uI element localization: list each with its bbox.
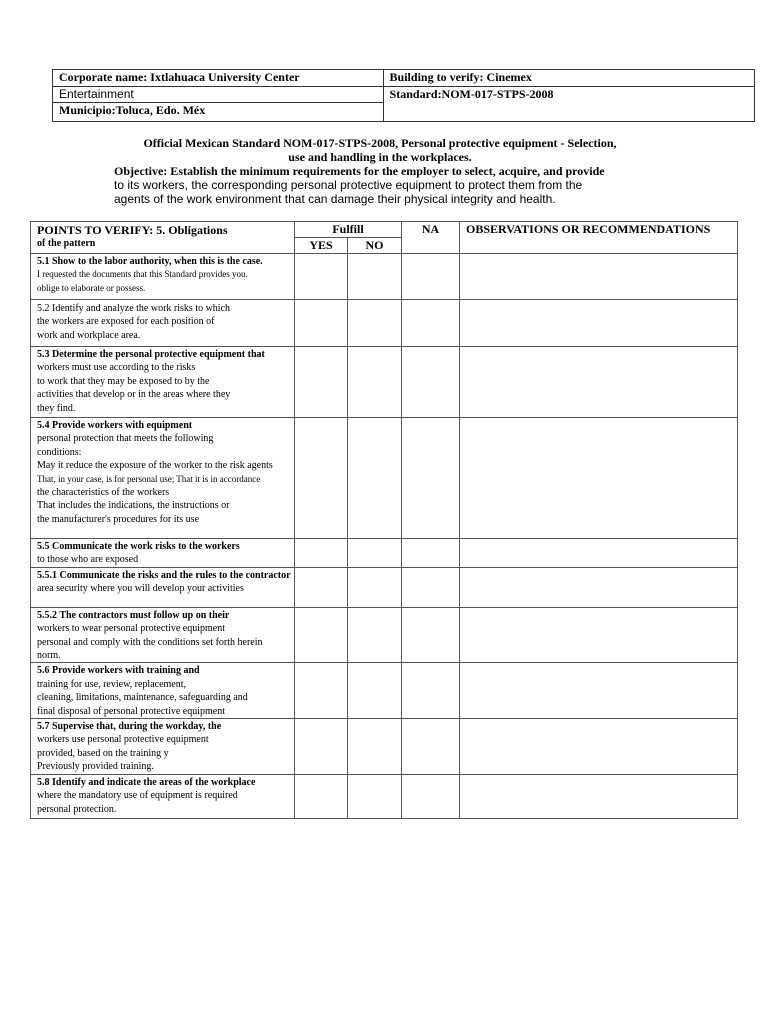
observations-cell[interactable] — [460, 607, 738, 663]
item-5-5 — [31, 539, 295, 568]
item-line: final disposal of personal protective equipment — [37, 705, 226, 717]
na-cell[interactable] — [402, 607, 460, 663]
no-cell[interactable] — [348, 300, 402, 347]
na-cell[interactable] — [402, 567, 460, 607]
table-row — [31, 719, 738, 775]
item-line: activities that develop or in the areas where they — [37, 389, 231, 401]
document-title — [100, 136, 660, 164]
yes-cell[interactable] — [295, 774, 348, 818]
points-header-text: POINTS TO VERIFY: 5. Obligations — [37, 223, 228, 237]
table-row — [31, 418, 738, 539]
item-line: personal protection that meets the following — [37, 433, 214, 445]
yes-cell[interactable] — [295, 254, 348, 300]
item-title: 5.5 Communicate the work risks to the workers — [37, 541, 240, 552]
item-title: 5.5.2 The contractors must follow up on their — [37, 609, 230, 621]
no-cell[interactable] — [348, 774, 402, 818]
item-title: 5.5.1 Communicate the risks and the rules to the contractor — [37, 569, 291, 581]
na-header: NA — [402, 222, 460, 254]
observations-cell[interactable] — [460, 347, 738, 418]
na-cell[interactable] — [402, 719, 460, 775]
na-cell[interactable] — [402, 418, 460, 539]
header-table — [52, 69, 755, 122]
item-5-5-2 — [31, 607, 295, 663]
entertainment-label: Entertainment — [53, 87, 384, 103]
table-row — [31, 347, 738, 418]
table-row — [31, 567, 738, 607]
table-row — [31, 774, 738, 818]
item-line: That includes the indications, the instructions or — [37, 500, 230, 512]
item-line: I requested the documents that this Standard provides you. — [37, 269, 248, 280]
item-5-1 — [31, 254, 295, 300]
no-cell[interactable] — [348, 719, 402, 775]
yes-cell[interactable] — [295, 300, 348, 347]
yes-cell[interactable] — [295, 663, 348, 719]
table-row — [31, 607, 738, 663]
no-header: NO — [348, 238, 402, 254]
observations-cell[interactable] — [460, 663, 738, 719]
item-line: provided, based on the training y — [37, 747, 169, 759]
item-5-7 — [31, 719, 295, 775]
no-cell[interactable] — [348, 567, 402, 607]
table-row — [31, 539, 738, 568]
item-title: 5.6 Provide workers with training and — [37, 665, 200, 677]
item-line: they find. — [37, 402, 76, 414]
item-line: conditions: — [37, 446, 82, 458]
item-line: May it reduce the exposure of the worker to the risk agents — [37, 460, 273, 472]
objective-label: Objective: Establish the minimum requirements for the employer to select, acquire, and provide — [114, 164, 605, 178]
item-5-4 — [31, 418, 295, 539]
item-line: to work that they may be exposed to by the — [37, 375, 210, 387]
yes-cell[interactable] — [295, 607, 348, 663]
item-title: 5.7 Supervise that, during the workday, the — [37, 721, 222, 733]
objective-line-3: agents of the work environment that can damage their physical integrity and health. — [114, 192, 556, 206]
item-line: workers must use according to the risks — [37, 362, 196, 374]
item-5-2 — [31, 300, 295, 347]
points-to-verify-header — [31, 222, 295, 254]
fulfill-header: Fulfill — [295, 222, 402, 238]
na-cell[interactable] — [402, 254, 460, 300]
item-line: the workers are exposed for each position of — [37, 316, 215, 328]
observations-cell[interactable] — [460, 567, 738, 607]
item-line: norm. — [37, 650, 61, 662]
table-row — [31, 254, 738, 300]
table-row — [31, 300, 738, 347]
item-title: 5.1 Show to the labor authority, when this is the case. — [37, 256, 263, 267]
building-to-verify: Building to verify: Cinemex — [383, 70, 754, 87]
na-cell[interactable] — [402, 347, 460, 418]
na-cell[interactable] — [402, 300, 460, 347]
no-cell[interactable] — [348, 539, 402, 568]
item-line: the characteristics of the workers — [37, 487, 170, 499]
observations-header: OBSERVATIONS OR RECOMMENDATIONS — [460, 222, 738, 254]
item-line: personal protection. — [37, 803, 117, 815]
yes-cell[interactable] — [295, 567, 348, 607]
item-5-8 — [31, 774, 295, 818]
item-line: personal and comply with the conditions set forth herein — [37, 636, 263, 648]
yes-cell[interactable] — [295, 539, 348, 568]
item-line: the manufacturer's procedures for its use — [37, 513, 200, 525]
item-line: 5.2 Identify and analyze the work risks to which — [37, 303, 231, 314]
no-cell[interactable] — [348, 347, 402, 418]
item-line: That, in your case, is for personal use; That it is in accordance — [37, 473, 261, 484]
item-5-6 — [31, 663, 295, 719]
observations-cell[interactable] — [460, 774, 738, 818]
municipio-label: Municipio:Toluca, Edo. Méx — [53, 103, 384, 122]
item-title: 5.8 Identify and indicate the areas of the workplace — [37, 776, 256, 788]
yes-cell[interactable] — [295, 719, 348, 775]
verification-table — [30, 221, 738, 819]
no-cell[interactable] — [348, 607, 402, 663]
objective-line-2: to its workers, the corresponding personal protective equipment to protect them from the — [114, 178, 583, 192]
yes-cell[interactable] — [295, 347, 348, 418]
item-line: workers to wear personal protective equipment — [37, 623, 225, 635]
observations-cell[interactable] — [460, 719, 738, 775]
item-line: work and workplace area. — [37, 329, 141, 341]
yes-header: YES — [295, 238, 348, 254]
item-title: 5.4 Provide workers with equipment — [37, 420, 193, 431]
item-line: workers use personal protective equipment — [37, 734, 209, 746]
item-line: where the mandatory use of equipment is required — [37, 790, 238, 802]
observations-cell[interactable] — [460, 254, 738, 300]
item-line: training for use, review, replacement, — [37, 678, 187, 690]
corporate-name: Corporate name: Ixtlahuaca University Center — [53, 70, 384, 87]
na-cell[interactable] — [402, 539, 460, 568]
no-cell[interactable] — [348, 663, 402, 719]
no-cell[interactable] — [348, 418, 402, 539]
item-5-3 — [31, 347, 295, 418]
observations-cell[interactable] — [460, 418, 738, 539]
observations-cell[interactable] — [460, 539, 738, 568]
na-cell[interactable] — [402, 774, 460, 818]
item-title: 5.3 Determine the personal protective equipment that — [37, 349, 265, 360]
item-line: Previously provided training. — [37, 761, 154, 773]
item-5-5-1 — [31, 567, 295, 607]
standard-label: Standard:NOM-017-STPS-2008 — [383, 87, 754, 122]
yes-cell[interactable] — [295, 418, 348, 539]
points-header-sub: of the pattern — [37, 238, 96, 249]
objective — [114, 164, 632, 206]
item-line: area security where you will develop your activities — [37, 583, 244, 595]
title-line-2: use and handling in the workplaces. — [288, 150, 472, 164]
observations-cell[interactable] — [460, 300, 738, 347]
no-cell[interactable] — [348, 254, 402, 300]
table-row — [31, 663, 738, 719]
item-line: cleaning, limitations, maintenance, safeguarding and — [37, 692, 248, 704]
item-line: oblige to elaborate or possess. — [37, 282, 146, 293]
na-cell[interactable] — [402, 663, 460, 719]
item-line: to those who are exposed — [37, 554, 139, 566]
title-line-1: Official Mexican Standard NOM-017-STPS-2008, Personal protective equipment - Selection, — [143, 136, 617, 150]
